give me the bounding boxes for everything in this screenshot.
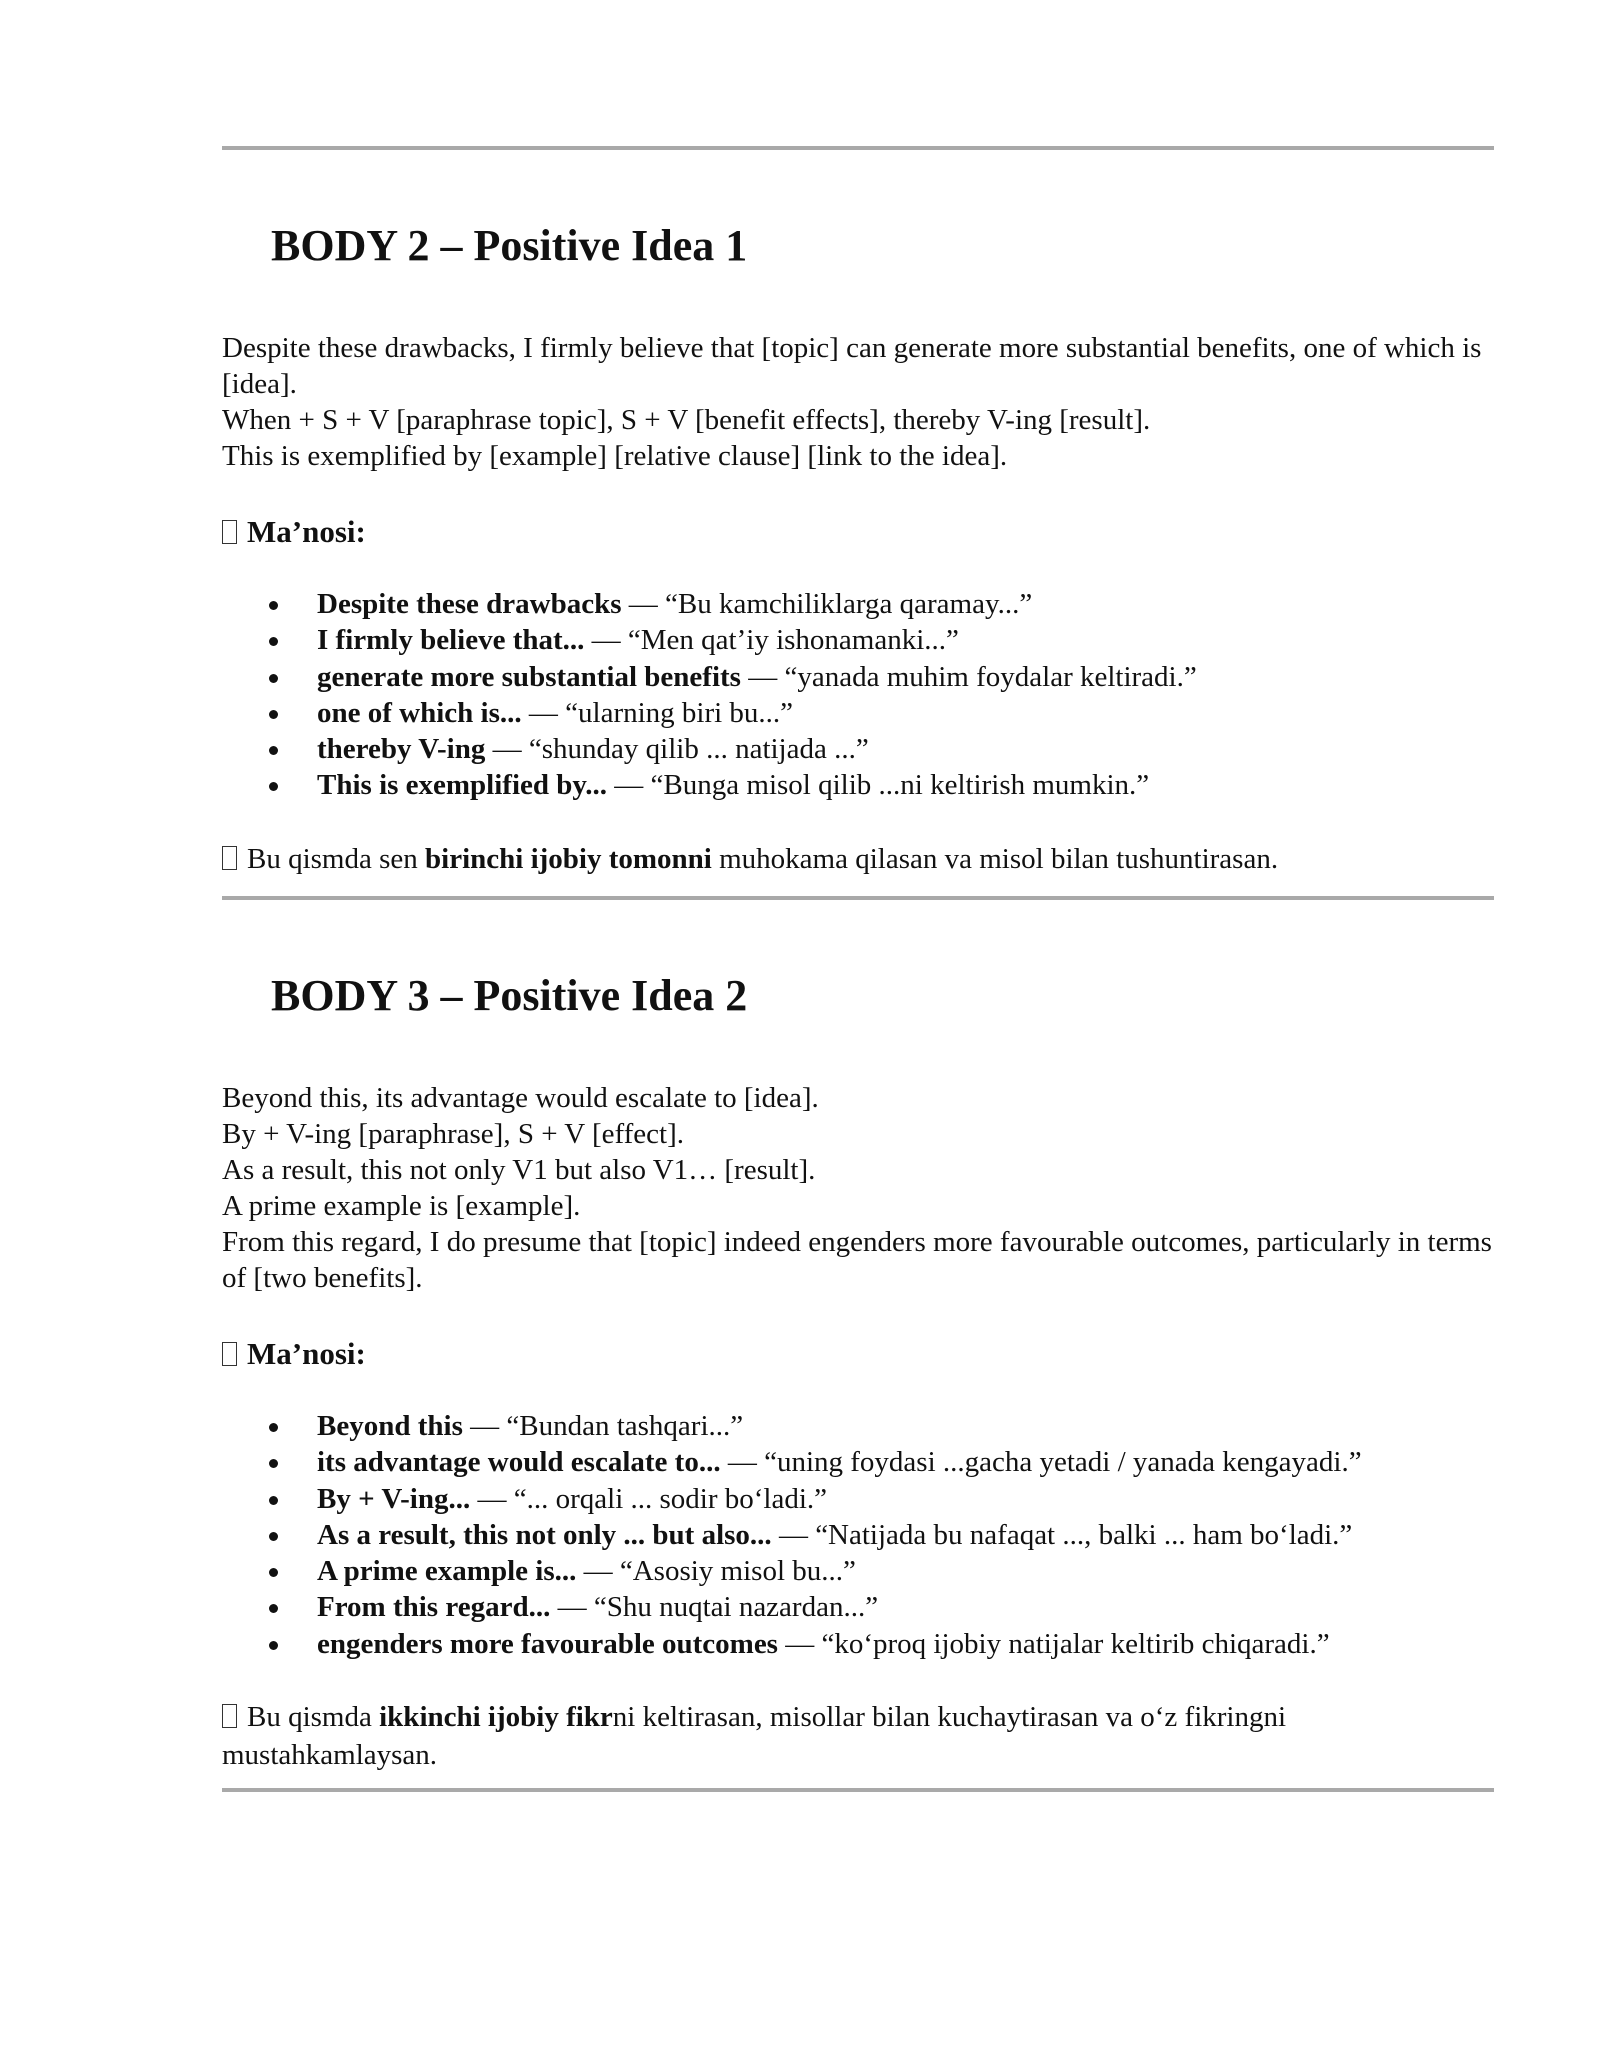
list-item: thereby V-ing — “shunday qilib ... natijada ...” bbox=[222, 731, 1494, 767]
terms-list bbox=[222, 586, 1494, 804]
missing-glyph-icon bbox=[222, 1342, 237, 1366]
template-line: Despite these drawbacks, I firmly believe that [topic] can generate more substantial benefits, one of which is [idea]. bbox=[222, 332, 1482, 400]
list-item: This is exemplified by... — “Bunga misol qilib ...ni keltirish mumkin.” bbox=[222, 767, 1494, 803]
summary-note: Bu qismda sen birinchi ijobiy tomonni muhokama qilasan va misol bilan tushuntirasan. bbox=[222, 840, 1494, 878]
template-paragraph bbox=[222, 330, 1494, 474]
missing-glyph-icon bbox=[222, 1704, 237, 1728]
horizontal-rule bbox=[222, 1788, 1494, 1792]
list-item: Despite these drawbacks — “Bu kamchiliklarga qaramay...” bbox=[222, 586, 1494, 622]
section-body-3 bbox=[222, 970, 1494, 1774]
summary-note: Bu qismda ikkinchi ijobiy fikrni keltirasan, misollar bilan kuchaytirasan va oʻz fikringni mustahkamlaysan. bbox=[222, 1701, 1287, 1772]
template-line: From this regard, I do presume that [topic] indeed engenders more favourable outcomes, particularly in terms of [two benefits]. bbox=[222, 1226, 1492, 1294]
list-item: one of which is... — “ularning biri bu...” bbox=[222, 695, 1494, 731]
template-line: Beyond this, its advantage would escalate to [idea]. bbox=[222, 1082, 819, 1114]
list-item: engenders more favourable outcomes — “koʻproq ijobiy natijalar keltirib chiqaradi.” bbox=[222, 1626, 1494, 1662]
section-body-2 bbox=[222, 220, 1494, 878]
list-item: By + V-ing... — “... orqali ... sodir boʻladi.” bbox=[222, 1481, 1494, 1517]
meaning-heading: Ma’nosi: bbox=[222, 512, 1494, 552]
template-line: This is exemplified by [example] [relative clause] [link to the idea]. bbox=[222, 440, 1008, 472]
list-item: A prime example is... — “Asosiy misol bu...” bbox=[222, 1553, 1494, 1589]
section-heading: BODY 2 – Positive Idea 1 bbox=[271, 221, 748, 270]
list-item: its advantage would escalate to... — “uning foydasi ...gacha yetadi / yanada kengayadi.” bbox=[222, 1444, 1494, 1480]
section-heading: BODY 3 – Positive Idea 2 bbox=[271, 971, 748, 1020]
list-item: As a result, this not only ... but also... — “Natijada bu nafaqat ..., balki ... ham boʻladi.” bbox=[222, 1517, 1494, 1553]
list-item: generate more substantial benefits — “yanada muhim foydalar keltiradi.” bbox=[222, 659, 1494, 695]
horizontal-rule bbox=[222, 896, 1494, 900]
list-item: I firmly believe that... — “Men qat’iy ishonamanki...” bbox=[222, 622, 1494, 658]
terms-list bbox=[222, 1408, 1494, 1662]
meaning-heading: Ma’nosi: bbox=[222, 1334, 1494, 1374]
list-item: From this regard... — “Shu nuqtai nazardan...” bbox=[222, 1589, 1494, 1625]
template-line: As a result, this not only V1 but also V1… [result]. bbox=[222, 1154, 816, 1186]
list-item: Beyond this — “Bundan tashqari...” bbox=[222, 1408, 1494, 1444]
template-line: A prime example is [example]. bbox=[222, 1190, 581, 1222]
template-line: By + V-ing [paraphrase], S + V [effect]. bbox=[222, 1118, 684, 1150]
horizontal-rule bbox=[222, 146, 1494, 150]
missing-glyph-icon bbox=[222, 520, 237, 544]
missing-glyph-icon bbox=[222, 846, 237, 870]
template-line: When + S + V [paraphrase topic], S + V [benefit effects], thereby V-ing [result]. bbox=[222, 404, 1151, 436]
template-paragraph bbox=[222, 1080, 1494, 1296]
